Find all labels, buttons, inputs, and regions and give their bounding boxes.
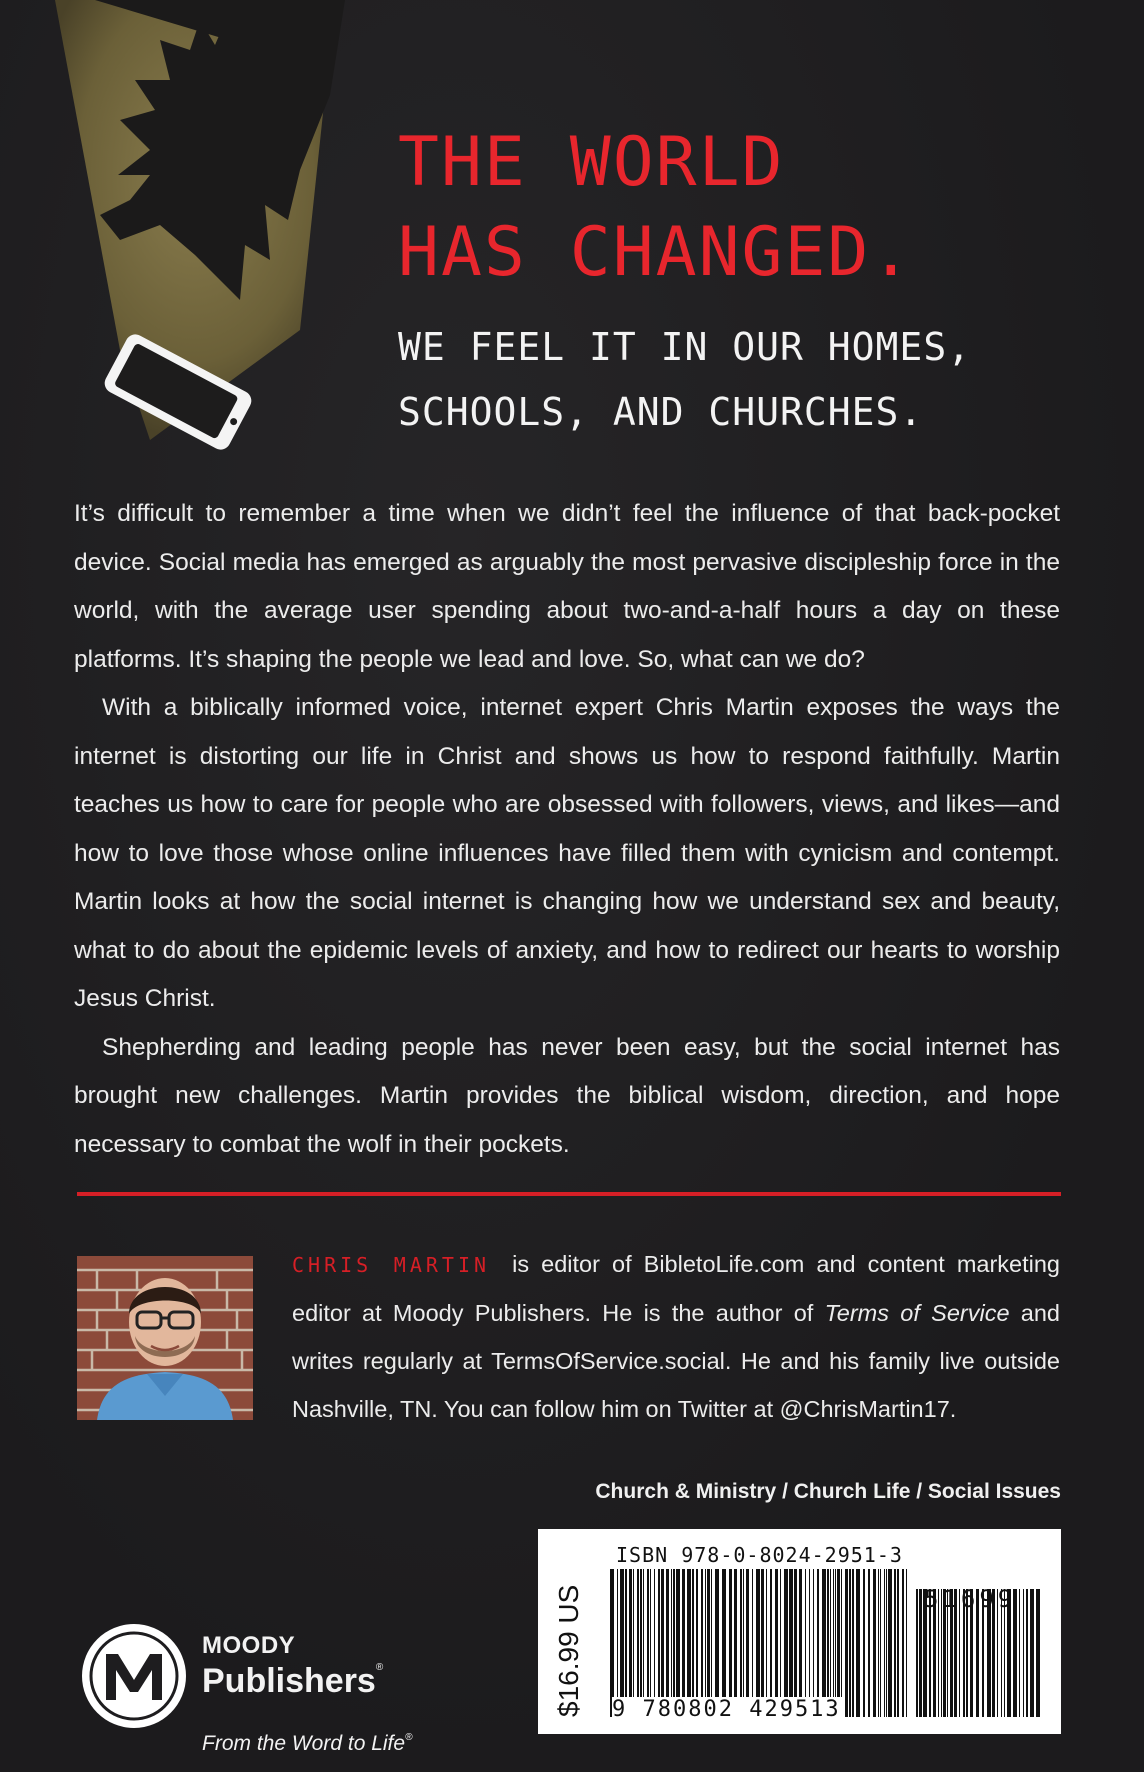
barcode-bar	[888, 1569, 892, 1717]
barcode-bar	[658, 1569, 660, 1717]
headline-line-1: THE WORLD	[398, 123, 785, 202]
barcode-bar	[966, 1589, 968, 1717]
subheadline-line-1: WE FEEL IT IN OUR HOMES,	[398, 325, 972, 369]
barcode-bar	[863, 1569, 865, 1717]
barcode-bar	[1019, 1589, 1020, 1717]
author-bio	[292, 1240, 1060, 1433]
barcode-bar	[894, 1569, 896, 1717]
barcode-bar	[640, 1569, 642, 1717]
barcode-bar	[997, 1589, 998, 1717]
barcode-bar	[982, 1589, 984, 1717]
barcode-bar	[906, 1569, 907, 1717]
barcode-bar	[841, 1569, 842, 1717]
barcode-bar	[835, 1569, 836, 1717]
barcode-bar	[873, 1569, 876, 1717]
divider	[77, 1192, 1061, 1196]
barcode-bar	[633, 1569, 634, 1717]
price-label	[538, 1529, 594, 1734]
barcode-bar	[987, 1589, 991, 1717]
moody-m-logo-icon	[78, 1620, 190, 1732]
barcode-bar	[902, 1569, 904, 1717]
publisher-block	[78, 1620, 438, 1755]
barcode-bar	[707, 1569, 710, 1717]
barcode-bar	[1030, 1589, 1034, 1717]
barcode-bar	[830, 1569, 831, 1717]
barcode-bar	[809, 1569, 810, 1717]
barcode-bar	[970, 1589, 973, 1717]
barcode-bar	[1007, 1589, 1011, 1717]
barcode-bar	[729, 1569, 732, 1717]
price-text: $16.99 US	[553, 1584, 584, 1717]
barcode-bar	[705, 1569, 706, 1717]
barcode-bar	[743, 1569, 744, 1717]
author-name: CHRIS MARTIN	[292, 1253, 491, 1277]
barcode-bar	[805, 1569, 806, 1717]
barcode-bar	[711, 1569, 712, 1717]
barcode-bar	[852, 1569, 854, 1717]
barcode-bar	[775, 1569, 778, 1717]
barcode-bar	[770, 1569, 772, 1717]
barcode-bar	[715, 1569, 719, 1717]
addon-barcode	[914, 1589, 1046, 1717]
barcode-bar	[916, 1589, 918, 1717]
barcode-bar	[827, 1569, 829, 1717]
barcode-bar	[849, 1569, 851, 1717]
barcode-bar	[1004, 1589, 1005, 1717]
barcode-bar	[919, 1589, 922, 1717]
barcode-bar	[880, 1569, 881, 1717]
barcode-bar	[617, 1569, 618, 1717]
headline	[398, 118, 913, 299]
barcode-bar	[671, 1569, 672, 1717]
barcode-bar	[687, 1569, 691, 1717]
barcode-bar	[696, 1569, 698, 1717]
barcode-bar	[963, 1589, 965, 1717]
barcode-bar	[868, 1569, 870, 1717]
barcode-bar	[784, 1569, 788, 1717]
barcode-bar	[661, 1569, 664, 1717]
barcode-bar	[740, 1569, 742, 1717]
isbn-text: ISBN 978-0-8024-2951-3	[616, 1543, 903, 1567]
barcode-panel	[538, 1529, 1061, 1734]
barcode-bar	[643, 1569, 644, 1717]
barcode-bar	[822, 1569, 826, 1717]
barcode-bar	[933, 1589, 936, 1717]
barcode-bar	[813, 1569, 814, 1717]
barcode-bar	[947, 1589, 948, 1717]
barcode-bar	[878, 1569, 879, 1717]
barcode-bar	[620, 1569, 624, 1717]
barcode-bar	[746, 1569, 749, 1717]
barcode-bar	[886, 1569, 887, 1717]
barcode-bar	[938, 1589, 939, 1717]
barcode-bar	[976, 1589, 979, 1717]
headline-line-2: HAS CHANGED.	[398, 213, 914, 293]
barcode-bar	[701, 1569, 703, 1717]
description	[74, 490, 1060, 1169]
publisher-name-line-1: MOODY	[202, 1632, 296, 1659]
author-bio-text-2: and writes regularly at TermsOfService.social. He and his family live outside Nashville, TN. You can follow him on Twitter at @ChrisMartin17.	[292, 1300, 1061, 1422]
barcode-bar	[722, 1569, 726, 1717]
category-line: Church & Ministry / Church Life / Social Issues	[595, 1480, 1061, 1503]
barcode-bar	[629, 1569, 632, 1717]
barcode-bar	[610, 1569, 614, 1717]
barcode-bar	[817, 1569, 819, 1717]
author-photo	[77, 1256, 253, 1420]
barcode-bar	[923, 1589, 927, 1717]
barcode-bar	[992, 1589, 995, 1717]
barcode-bar	[884, 1569, 885, 1717]
barcode-bar	[1013, 1589, 1017, 1717]
wolf-spotlight-illustration	[0, 0, 400, 460]
barcode-bar	[837, 1569, 840, 1717]
description-paragraph-2: With a biblically informed voice, internet expert Chris Martin exposes the ways the internet is distorting our life in Christ and shows us how to respond faithfully. Martin teaches us how to care for people who are obsessed with followers, views, and likes—and how to love those whose online influences have filled them with cynicism and contempt. Martin looks at how the social internet is changing how we understand sex and beauty, what to do about the epidemic levels of anxiety, and how to redirect our hearts to worship Jesus Christ.	[74, 694, 1060, 1012]
publisher-tagline: From the Word to Life®	[202, 1732, 413, 1755]
description-paragraph-3: Shepherding and leading people has never been easy, but the social internet has brought new challenges. Martin provides the biblical wisdom, direction, and hope necessary to combat the wolf in their pockets.	[74, 1033, 1060, 1158]
barcode-bar	[756, 1569, 760, 1717]
barcode-bar	[761, 1569, 764, 1717]
barcode-bar	[650, 1569, 651, 1717]
author-bio-text-1: is editor of BibletoLife.com and content marketing editor at Moody Publishers. He is the author of	[292, 1251, 1061, 1326]
subheadline	[398, 315, 971, 446]
ean-barcode	[608, 1569, 913, 1717]
barcode-bar	[647, 1569, 649, 1717]
barcode-bar	[856, 1569, 860, 1717]
barcode-bar	[637, 1569, 639, 1717]
barcode-bar	[666, 1569, 669, 1717]
description-paragraph-1: It’s difficult to remember a time when we didn’t feel the influence of that back-pocket device. Social media has emerged as arguably the most pervasive discipleship force in the world, with the average user spending about two-and-a-half hours a day on these platforms. It’s shaping the people we lead and love. So, what can we do?	[74, 500, 1060, 673]
barcode-bar	[845, 1569, 848, 1717]
author-book-title: Terms of Service	[824, 1300, 1010, 1326]
ean-digits: 9 780802 429513	[612, 1697, 841, 1722]
barcode-bar	[692, 1569, 694, 1717]
barcode-bar	[752, 1569, 753, 1717]
barcode-bar	[929, 1589, 931, 1717]
barcode-bar	[654, 1569, 655, 1717]
barcode-bar	[766, 1569, 767, 1717]
barcode-bar	[794, 1569, 797, 1717]
barcode-bar	[625, 1569, 627, 1717]
barcode-bar	[897, 1569, 899, 1717]
barcode-bar	[1001, 1589, 1002, 1717]
barcode-bar	[941, 1589, 942, 1717]
barcode-bar	[1036, 1589, 1040, 1717]
barcode-bar	[682, 1569, 685, 1717]
subheadline-line-2: SCHOOLS, AND CHURCHES.	[398, 390, 924, 435]
barcode-bar	[833, 1569, 834, 1717]
barcode-bar	[1026, 1589, 1028, 1717]
barcode-bar	[959, 1589, 960, 1717]
barcode-bar	[1023, 1589, 1024, 1717]
barcode-bar	[943, 1589, 946, 1717]
barcode-bar	[789, 1569, 793, 1717]
barcode-bar	[950, 1589, 953, 1717]
barcode-bar	[799, 1569, 802, 1717]
publisher-name-line-2: Publishers®	[202, 1662, 384, 1700]
barcode-bar	[954, 1589, 957, 1717]
barcode-bar	[673, 1569, 675, 1717]
barcode-bar	[734, 1569, 737, 1717]
barcode-bar	[676, 1569, 680, 1717]
barcode-bar	[780, 1569, 781, 1717]
